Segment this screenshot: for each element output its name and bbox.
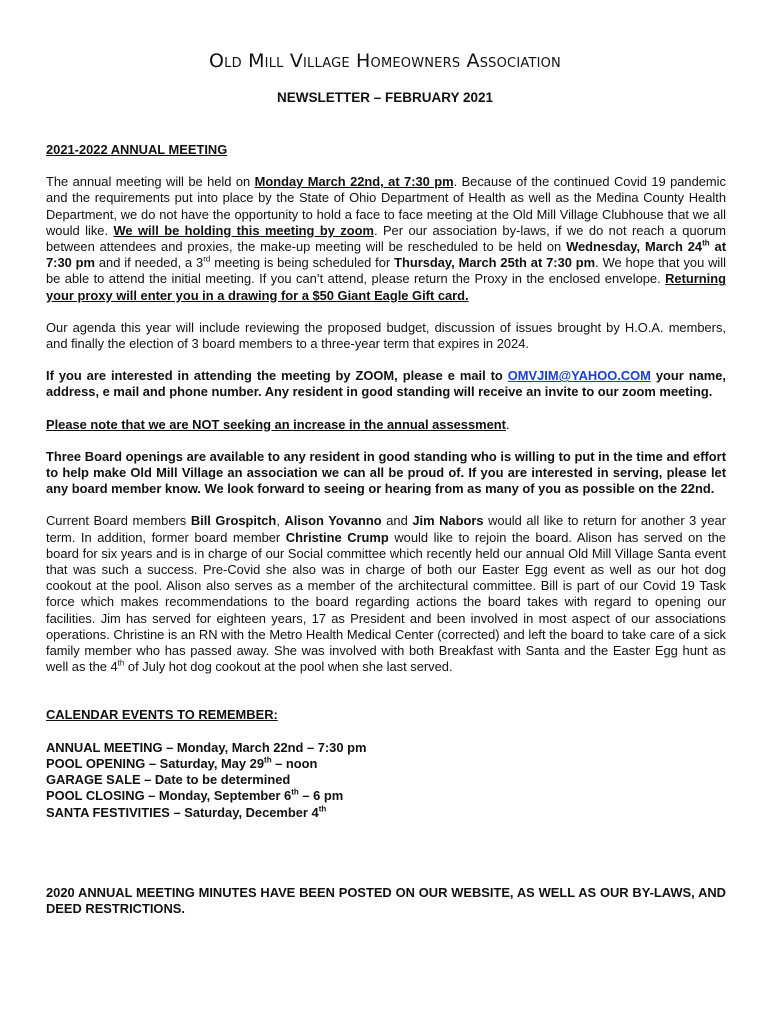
- event-text: POOL CLOSING – Monday, September 6: [46, 788, 292, 804]
- assessment-note-end: .: [505, 416, 510, 432]
- calendar-event: [46, 772, 726, 788]
- board-members-paragraph: [46, 513, 726, 675]
- calendar-events-list: [46, 740, 726, 821]
- event-text: SANTA FESTIVITIES – Saturday, December 4: [46, 804, 319, 820]
- p1-text-e: meeting is being scheduled for: [210, 255, 395, 271]
- p1-text-a: The annual meeting will be held on: [46, 174, 255, 190]
- member-name-alison: Alison Yovanno: [284, 513, 382, 529]
- calendar-event: [46, 756, 726, 772]
- newsletter-body: [46, 142, 726, 917]
- event-text: GARAGE SALE – Date to be determined: [46, 772, 291, 788]
- calendar-event: [46, 788, 726, 804]
- event-text-end: – 6 pm: [298, 788, 344, 804]
- event-sup: th: [264, 755, 272, 765]
- assessment-note: [46, 417, 726, 433]
- p3-text-b: your name, address, e mail and phone number. Any resident in good standing will receive an invite to our zoom meeting.: [46, 368, 726, 400]
- makeup-date-b: at 7:30 pm: [46, 239, 726, 271]
- p1-d-sup: rd: [203, 254, 211, 264]
- p6-text-a: Current Board members: [46, 513, 191, 529]
- annual-meeting-heading: 2021-2022 ANNUAL MEETING: [46, 142, 228, 157]
- event-text: POOL OPENING – Saturday, May 29: [46, 755, 265, 771]
- assessment-note-text: Please note that we are NOT seeking an increase in the annual assessment: [46, 416, 506, 432]
- event-sup: th: [291, 788, 299, 797]
- calendar-event: [46, 740, 726, 756]
- proxy-drawing-notice: Returning your proxy will enter you in a drawing for a $50 Giant Eagle Gift card.: [46, 271, 726, 303]
- contact-email-link[interactable]: OMVJIM@YAHOO.COM: [507, 368, 651, 384]
- event-sup: th: [318, 804, 327, 814]
- p6-text-b: would all like to return for another 3 year term. In addition, former board member: [46, 513, 726, 545]
- p6-text-c: would like to rejoin the board. Alison has served on the board for six years and is in charge of our Social committee which recently held our annual Old Mill Village Santa event that was such a success. Pre-Covid she also was in charge of both our Easter Egg event as well as our hot dog cookout at the pool. Alison also serves as a member of the architectural committee. Bill is part of our Covid 19 Task force which makes recommendations to the board regarding actions the board takes with regard to opening our facilities. Jim has served for eighteen years, 17 as President and been involved in most aspect of our associations operations. Christine is an RN with the Metro Health Medical Center (corrected) and left the board to take care of a sick family member who has passed away. She was involved with both Breakfast with Santa and the Easter Egg hunt as well as the 4: [46, 529, 726, 675]
- zoom-notice: We will be holding this meeting by zoom: [113, 222, 374, 238]
- page-title: Old Mill Village Homeowners Association: [209, 50, 561, 72]
- member-name-bill: Bill Grospitch: [190, 513, 277, 529]
- footer-note: 2020 ANNUAL MEETING MINUTES HAVE BEEN POSTED ON OUR WEBSITE, AS WELL AS OUR BY-LAWS, AND DEED RESTRICTIONS.: [46, 884, 726, 916]
- calendar-event: [46, 805, 726, 821]
- calendar-heading: CALENDAR EVENTS TO REMEMBER:: [46, 707, 278, 723]
- p6-sup: th: [117, 658, 125, 668]
- newsletter-subtitle: NEWSLETTER – FEBRUARY 2021: [276, 90, 494, 105]
- p1-text-d: and if needed, a 3: [95, 255, 204, 271]
- member-name-jim: Jim Nabors: [412, 513, 484, 529]
- zoom-signup-paragraph: [46, 368, 726, 400]
- meeting-paragraph: [46, 174, 726, 304]
- p3-text-a: If you are interested in attending the meeting by ZOOM, please e mail to: [46, 368, 508, 384]
- meeting-date: Monday March 22nd, at 7:30 pm: [254, 174, 454, 190]
- event-text-end: – noon: [271, 755, 318, 771]
- p6-text-d: of July hot dog cookout at the pool when she last served.: [124, 659, 453, 675]
- p1-text-c: . Per our association by-laws, if we do not reach a quorum between attendees and proxies, the make-up meeting will be rescheduled to be held on: [46, 222, 726, 255]
- third-meeting-date: Thursday, March 25th at 7:30 pm: [394, 255, 596, 271]
- member-name-christine: Christine Crump: [285, 529, 389, 545]
- makeup-date-sup: th: [702, 238, 710, 248]
- p1-text-b: . Because of the continued Covid 19 pandemic and the requirements put into place by the State of Ohio Department of Health as well as the Medina County Health Department, we do not have the opportunity to hold a face to face meeting at the Old Mill Village Clubhouse that we all would like.: [46, 174, 726, 238]
- p6-and: and: [381, 513, 413, 529]
- event-text: ANNUAL MEETING – Monday, March 22nd – 7:30 pm: [46, 739, 367, 755]
- p1-text-f: . We hope that you will be able to attend the initial meeting. If you can’t attend, please return the Proxy in the enclosed envelope.: [46, 255, 726, 287]
- makeup-date-a: Wednesday, March 24: [566, 239, 703, 255]
- board-openings-paragraph: Three Board openings are available to any resident in good standing who is willing to put in the time and effort to help make Old Mill Village an association we can all be proud of. If you are interested in serving, please let any board member know. We look forward to seeing or hearing from as many of you as possible on the 22nd.: [46, 448, 726, 497]
- p6-sep: ,: [276, 513, 285, 529]
- agenda-paragraph: Our agenda this year will include reviewing the proposed budget, discussion of issues brought by H.O.A. members, and finally the election of 3 board members to a three-year term that expires in 2024.: [46, 319, 726, 352]
